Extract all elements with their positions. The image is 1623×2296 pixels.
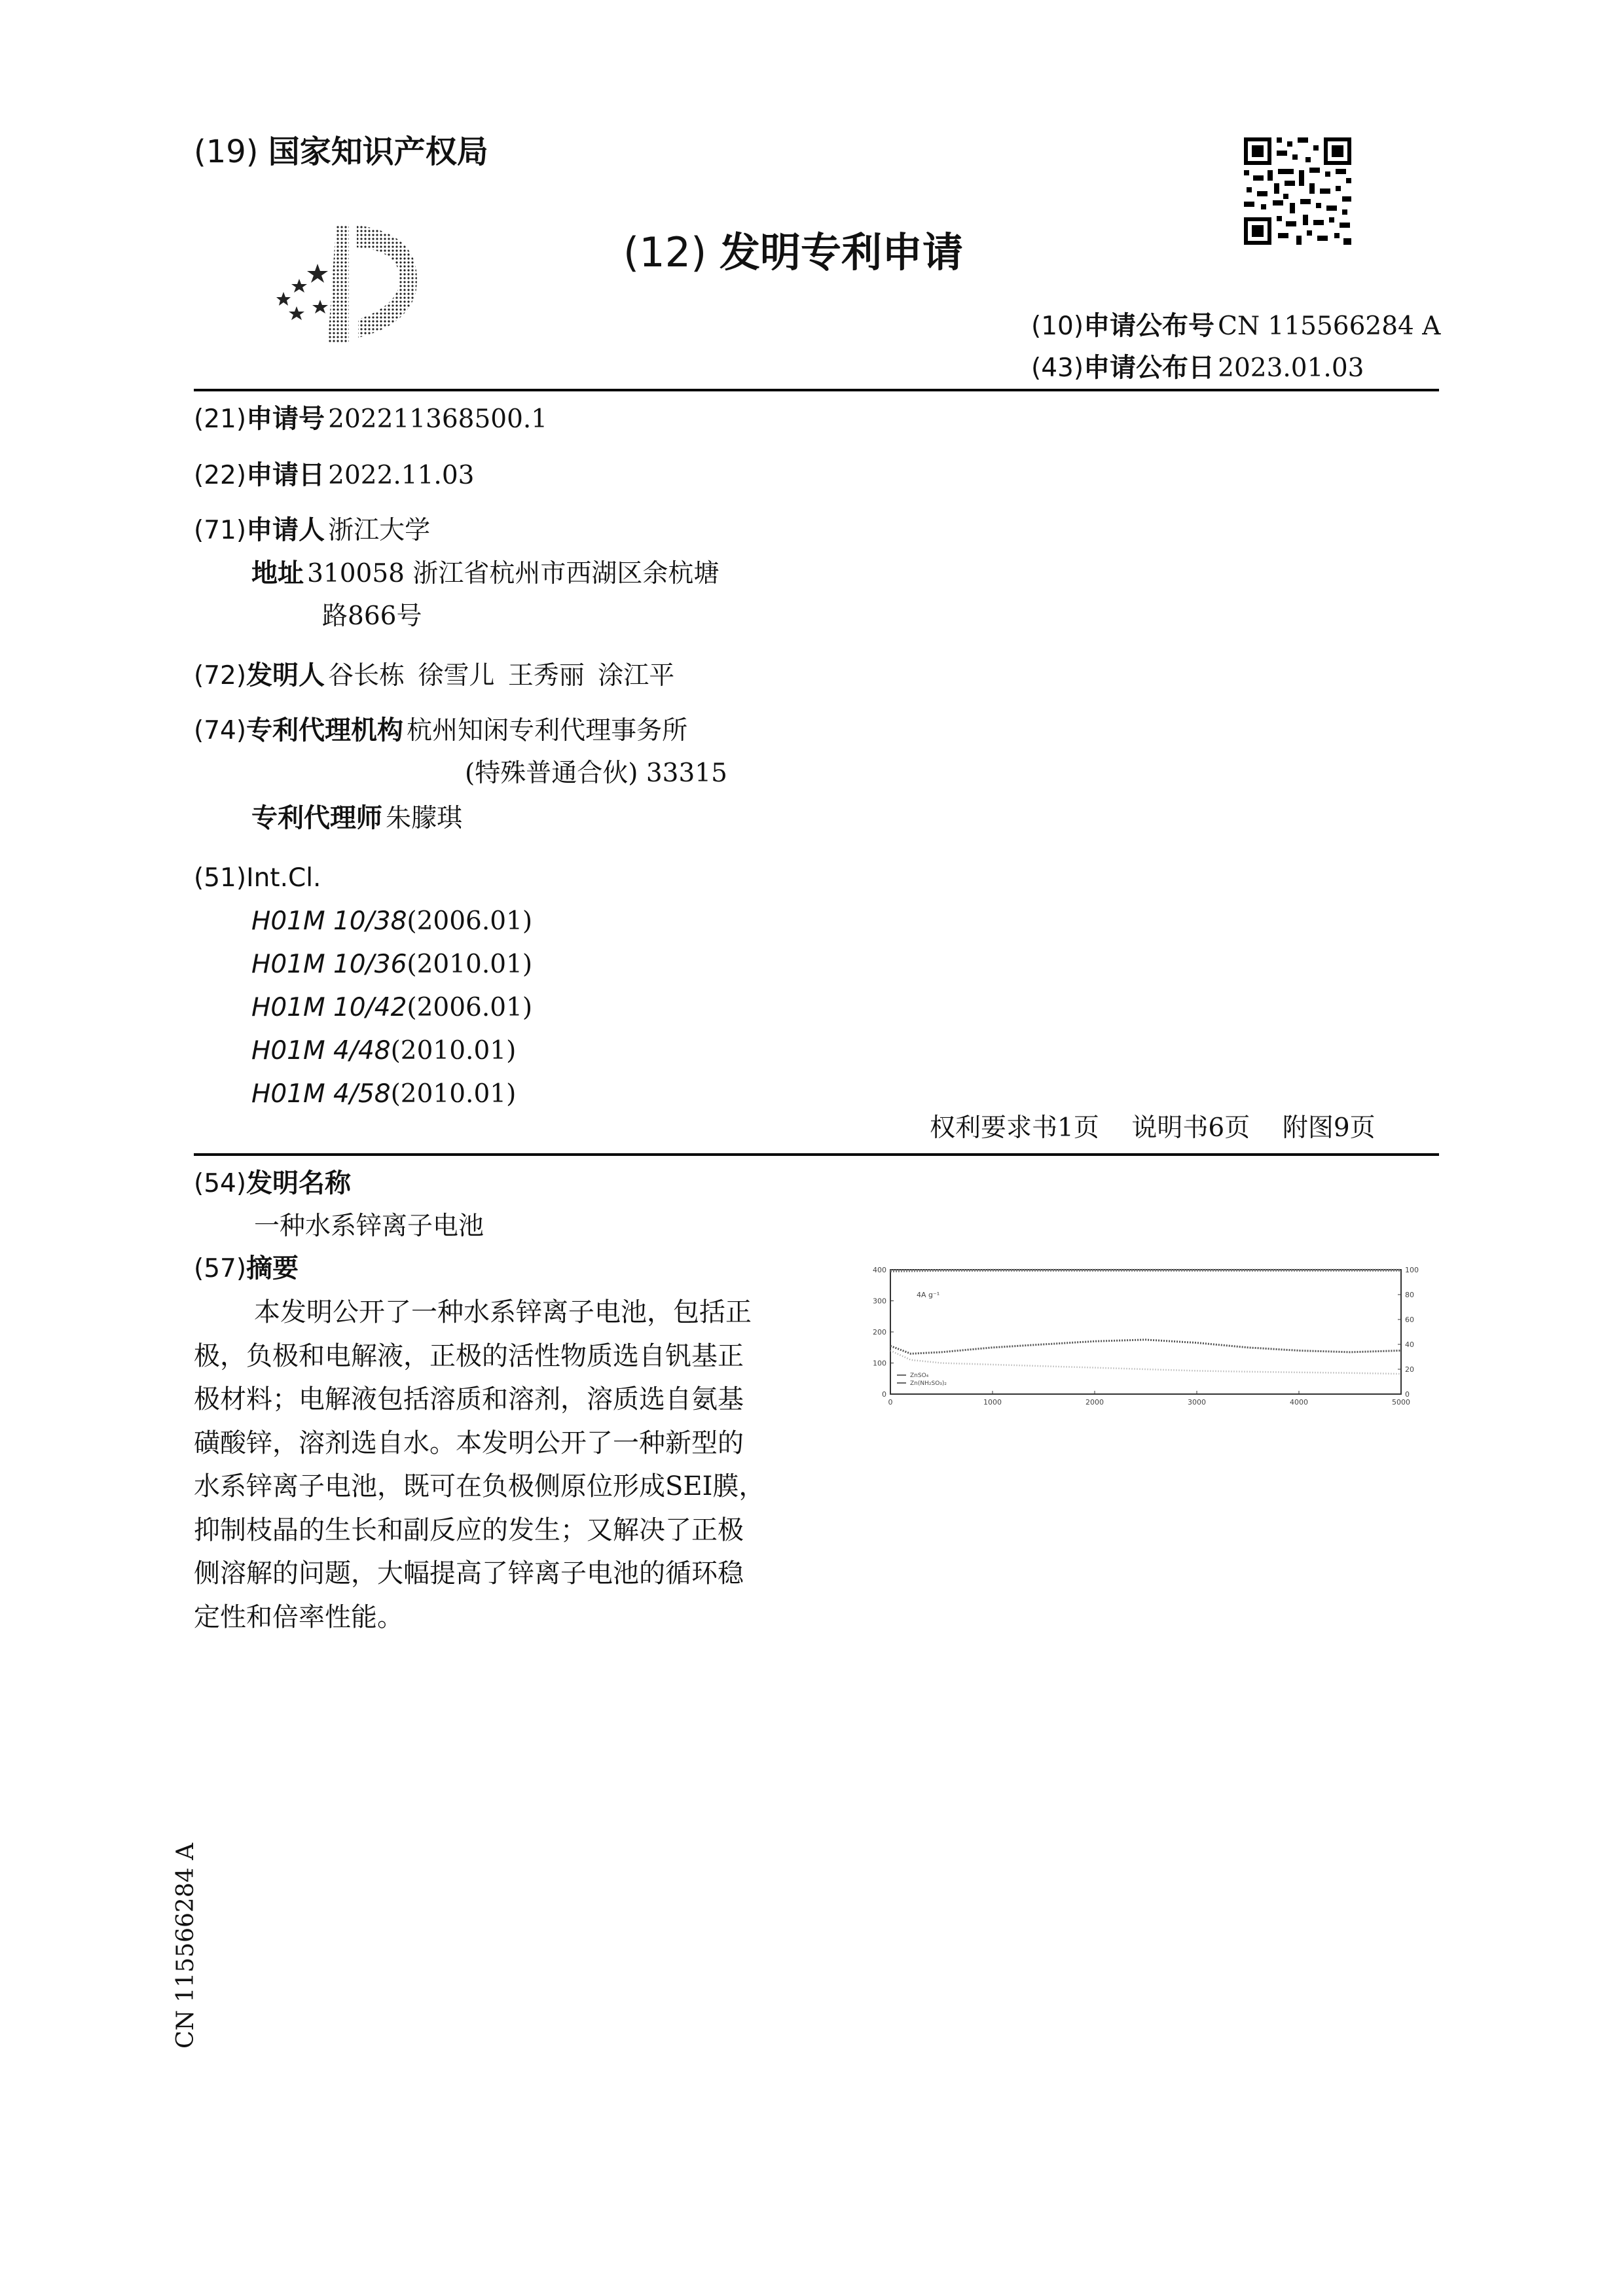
x-tick-label: 3000: [1188, 1398, 1206, 1407]
ipc-version: (2010.01): [390, 1036, 517, 1066]
header-rule: [194, 389, 1439, 391]
app-date-code: (22): [194, 461, 247, 490]
plot-border: [890, 1270, 1401, 1394]
app-date-line: [194, 459, 474, 492]
legend-label: Zn(NH₂SO₃)₂: [910, 1380, 947, 1387]
office-name: 国家知识产权局: [268, 134, 488, 170]
y-right-tick-label: 60: [1405, 1316, 1414, 1324]
y-right-tick-label: 20: [1405, 1365, 1414, 1374]
y-left-tick-label: 300: [873, 1297, 886, 1306]
chart-annotation: 4A g⁻¹: [917, 1291, 940, 1299]
ipc-item: [251, 1079, 532, 1122]
title-label-line: [194, 1168, 351, 1200]
abstract-line: 本发明公开了一种水系锌离子电池，包括正: [254, 1297, 752, 1327]
doc-type: 发明专利申请: [720, 228, 964, 276]
inventor-name: 徐雪儿: [418, 661, 495, 691]
x-tick-label: 4000: [1290, 1398, 1308, 1407]
side-stamp: CN 115566284 A: [172, 1842, 199, 2049]
title-code: (54): [194, 1169, 247, 1198]
ipc-label: Int.Cl.: [246, 863, 321, 893]
agent-line: [251, 802, 462, 834]
address-line: [251, 558, 719, 590]
ipc-item: [251, 949, 532, 992]
abstract-line: 磺酸锌，溶剂选自水。本发明公开了一种新型的: [194, 1427, 744, 1458]
series-line: [890, 1351, 1401, 1374]
ipc-code: (51): [194, 863, 247, 893]
inventors-line: [194, 660, 674, 692]
ipc-class: H01M 4/58: [251, 1079, 391, 1109]
app-no: 202211368500.1: [328, 404, 548, 434]
applicant: 浙江大学: [328, 516, 431, 545]
app-no-label: 申请号: [246, 404, 325, 434]
qr-code: [1244, 137, 1351, 245]
applicant-label: 申请人: [246, 515, 325, 545]
ipc-header: [194, 863, 321, 894]
agency-label: 专利代理机构: [246, 715, 404, 745]
page-counts: [930, 1113, 1376, 1144]
ipc-item: [251, 906, 532, 949]
legend-label: ZnSO₄: [910, 1372, 929, 1379]
abstract-label-line: [194, 1253, 299, 1285]
office-code: (19): [194, 134, 259, 170]
applicant-code: (71): [194, 516, 247, 545]
x-tick-label: 2000: [1085, 1398, 1104, 1407]
section-rule: [194, 1153, 1439, 1156]
address-line2: 路866号: [322, 601, 422, 631]
x-tick-label: 1000: [983, 1398, 1002, 1407]
abstract-line: 水系锌离子电池，既可在负极侧原位形成SEI膜，: [194, 1471, 765, 1501]
app-no-code: (21): [194, 404, 247, 434]
ipc-item: [251, 1035, 532, 1079]
pub-no-label: 申请公布号: [1084, 311, 1215, 341]
app-date-label: 申请日: [246, 460, 325, 490]
x-tick-label: 0: [888, 1398, 893, 1407]
abstract-figure: [851, 1257, 1440, 1414]
ipc-class: H01M 4/48: [251, 1036, 391, 1066]
agency-name-line2: (特殊普通合伙) 33315: [465, 759, 727, 788]
ipc-item: [251, 992, 532, 1035]
pub-date-label: 申请公布日: [1084, 353, 1215, 383]
agent-name: 朱朦琪: [386, 804, 463, 833]
x-tick-label: 5000: [1392, 1398, 1410, 1407]
applicant-line: [194, 514, 430, 547]
y-left-tick-label: 0: [882, 1390, 886, 1399]
pub-date-line: [1031, 352, 1364, 384]
claims-pages: 权利要求书1页: [930, 1113, 1099, 1143]
y-right-tick-label: 100: [1405, 1266, 1419, 1274]
ipc-version: (2006.01): [407, 906, 533, 936]
address-label: 地址: [251, 558, 304, 588]
abstract-code: (57): [194, 1254, 247, 1283]
agent-label: 专利代理师: [251, 803, 382, 833]
inventor-name: 王秀丽: [507, 661, 585, 691]
inventor-name: 涂江平: [598, 661, 675, 691]
abstract-line: 侧溶解的问题，大幅提高了锌离子电池的循环稳: [194, 1558, 744, 1588]
abstract-label: 摘要: [246, 1253, 299, 1283]
doc-type-code: (12): [623, 228, 707, 276]
ipc-class: H01M 10/36: [251, 950, 407, 979]
y-left-tick-label: 100: [873, 1359, 886, 1368]
agency-code: (74): [194, 716, 247, 745]
app-date: 2022.11.03: [328, 461, 475, 490]
pub-number-line: [1031, 310, 1440, 342]
drawings-pages: 附图9页: [1282, 1113, 1376, 1143]
capacity-chart: [851, 1257, 1440, 1414]
office-line: [194, 134, 488, 170]
abstract-line: 极材料；电解液包括溶质和溶剂，溶质选自氨基: [194, 1384, 744, 1414]
abstract-line: 极，负极和电解液，正极的活性物质选自钒基正: [194, 1340, 744, 1371]
inventors-code: (72): [194, 661, 247, 691]
app-no-line: [194, 403, 547, 435]
abstract-line: 定性和倍率性能。: [194, 1602, 403, 1632]
abstract-text: [194, 1291, 790, 1639]
ipc-class: H01M 10/42: [251, 993, 407, 1022]
pub-date-code: (43): [1031, 353, 1084, 383]
y-left-tick-label: 200: [873, 1328, 886, 1336]
cnipa-logo: [265, 221, 435, 346]
y-right-tick-label: 40: [1405, 1340, 1414, 1349]
pub-no: CN 115566284 A: [1218, 312, 1441, 341]
ipc-version: (2010.01): [407, 950, 533, 979]
agency-line: [194, 715, 687, 747]
ipc-class: H01M 10/38: [251, 906, 407, 936]
series-line: [890, 1340, 1401, 1354]
title-label: 发明名称: [246, 1168, 352, 1198]
pub-date: 2023.01.03: [1218, 353, 1364, 383]
invention-title: 一种水系锌离子电池: [254, 1211, 484, 1241]
y-right-tick-label: 80: [1405, 1291, 1414, 1299]
abstract-line: 抑制枝晶的生长和副反应的发生；又解决了正极: [194, 1515, 744, 1545]
ipc-version: (2010.01): [390, 1079, 517, 1109]
agency-name: 杭州知闲专利代理事务所: [407, 716, 688, 745]
description-pages: 说明书6页: [1131, 1113, 1250, 1143]
y-left-tick-label: 400: [873, 1266, 886, 1274]
inventors-label: 发明人: [246, 660, 325, 691]
ipc-version: (2006.01): [407, 993, 533, 1022]
pub-no-code: (10): [1031, 312, 1084, 341]
ipc-list: [251, 906, 532, 1122]
y-right-tick-label: 0: [1405, 1390, 1410, 1399]
inventor-name: 谷长栋: [328, 661, 405, 691]
address-line1: 310058 浙江省杭州市西湖区余杭塘: [307, 559, 720, 588]
doc-type-line: [623, 229, 963, 276]
